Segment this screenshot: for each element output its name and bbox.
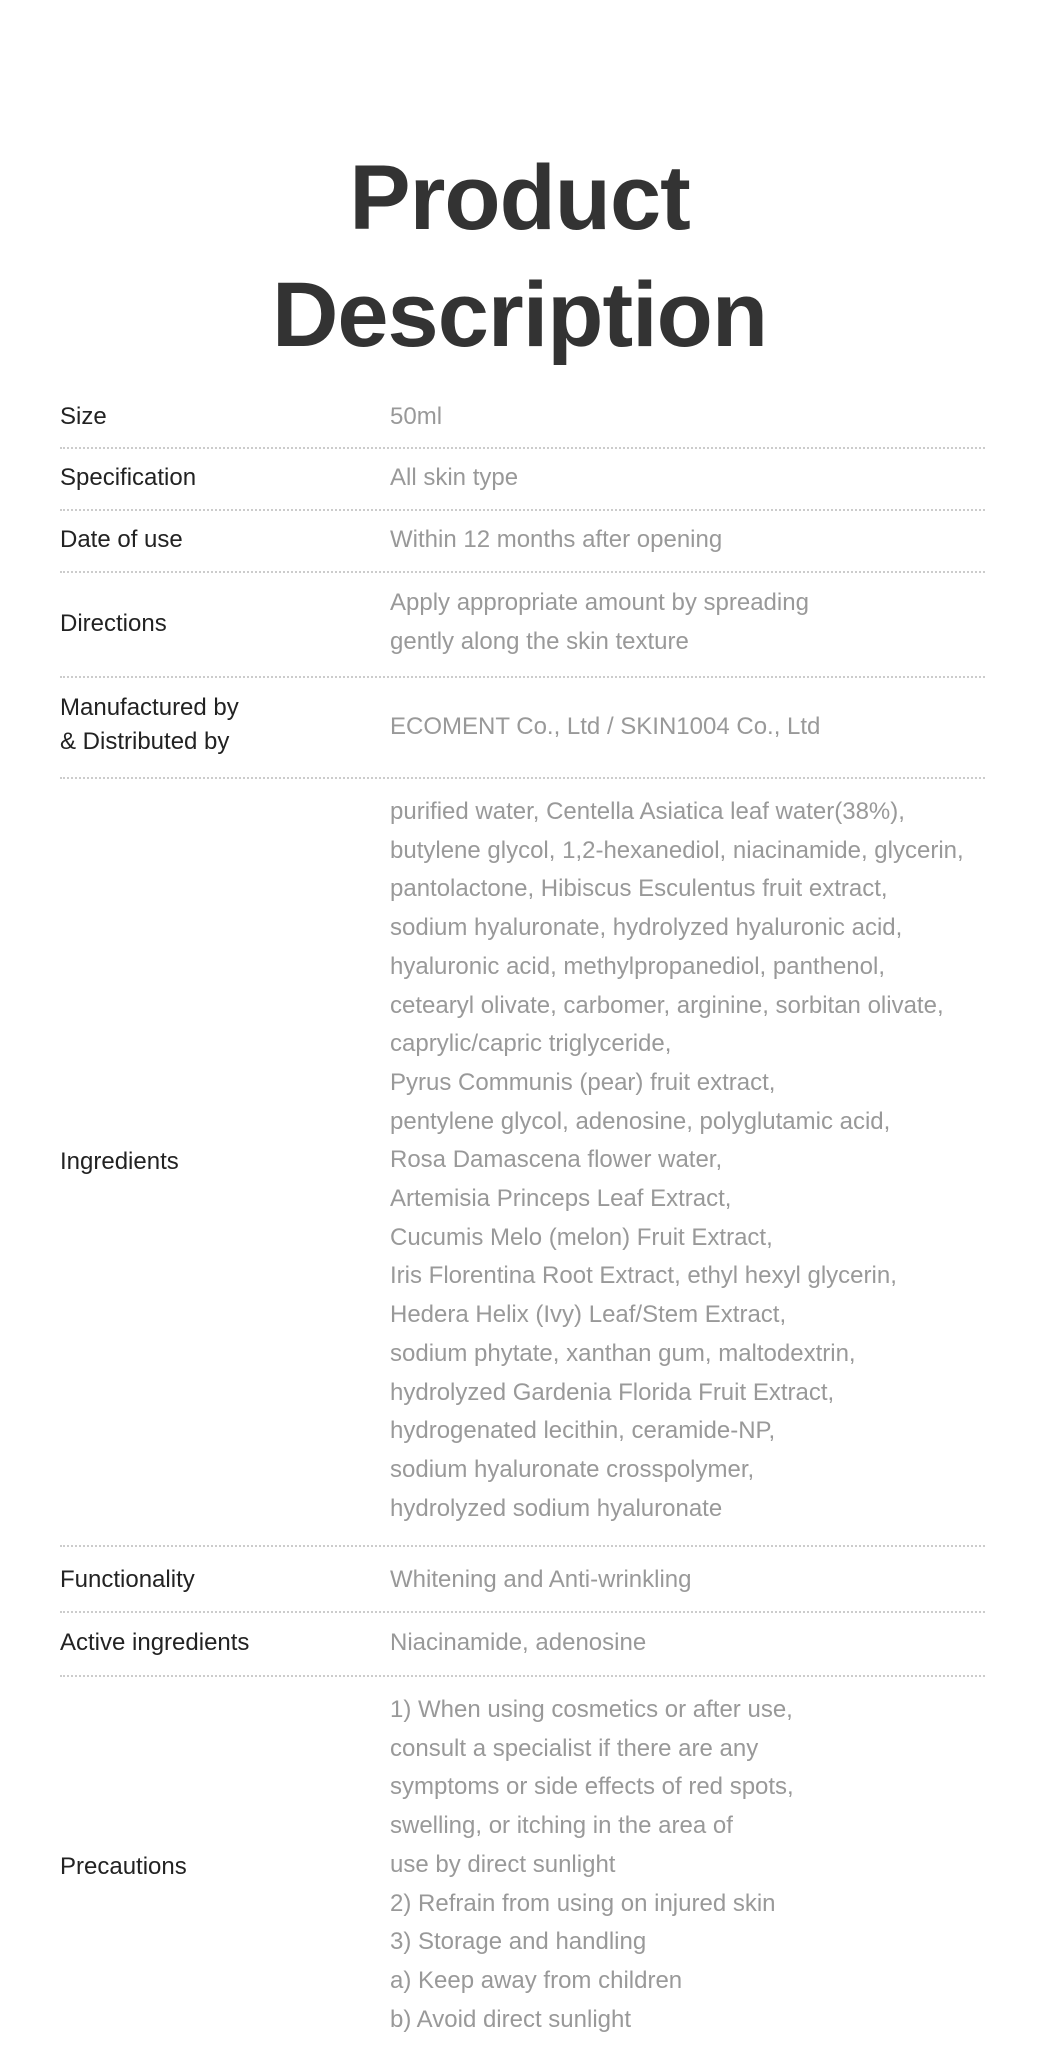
value-line: symptoms or side effects of red spots, bbox=[390, 1773, 794, 1801]
value-line: Hedera Helix (Ivy) Leaf/Stem Extract, bbox=[390, 1301, 787, 1329]
value-line: swelling, or itching in the area of bbox=[390, 1812, 733, 1840]
row-label bbox=[60, 691, 239, 759]
value-line: purified water, Centella Asiatica leaf water(38%), bbox=[390, 798, 905, 825]
row-label: Ingredients bbox=[60, 1148, 179, 1175]
dotted-divider bbox=[60, 777, 985, 779]
value-line: sodium phytate, xanthan gum, maltodextrin, bbox=[390, 1339, 856, 1367]
precautions-list bbox=[390, 1691, 794, 2039]
value-line: Cucumis Melo (melon) Fruit Extract, bbox=[390, 1223, 773, 1251]
value-line: hydrogenated lecithin, ceramide-NP, bbox=[390, 1417, 776, 1445]
label-line: & Distributed by bbox=[60, 728, 230, 755]
row-label: Specification bbox=[60, 464, 197, 491]
title-line-2: Description bbox=[271, 264, 768, 366]
row-label: Precautions bbox=[60, 1853, 187, 1880]
title-line-1: Product bbox=[349, 147, 690, 249]
value-line: 3) Storage and handling bbox=[390, 1928, 647, 1956]
value-line: Iris Florentina Root Extract, ethyl hexyl glycerin, bbox=[390, 1262, 897, 1290]
value-line: Pyrus Communis (pear) fruit extract, bbox=[390, 1068, 776, 1096]
label-line: Manufactured by bbox=[60, 694, 239, 721]
dotted-divider bbox=[60, 676, 985, 678]
page-title bbox=[0, 140, 1039, 374]
value-line: b) Avoid direct sunlight bbox=[390, 2005, 632, 2033]
value-line: cetearyl olivate, carbomer, arginine, sorbitan olivate, bbox=[390, 991, 944, 1019]
value-line: Rosa Damascena flower water, bbox=[390, 1146, 723, 1174]
row-value: Within 12 months after opening bbox=[390, 526, 723, 553]
row-label: Date of use bbox=[60, 526, 183, 553]
dotted-divider bbox=[60, 1611, 985, 1613]
row-value: Whitening and Anti-wrinkling bbox=[390, 1566, 692, 1593]
value-line: pentylene glycol, adenosine, polyglutamic acid, bbox=[390, 1107, 891, 1135]
dotted-divider bbox=[60, 571, 985, 573]
row-value bbox=[390, 584, 809, 661]
value-line: butylene glycol, 1,2-hexanediol, niacinamide, glycerin, bbox=[390, 836, 964, 864]
value-line: gently along the skin texture bbox=[390, 627, 689, 655]
value-line: use by direct sunlight bbox=[390, 1850, 616, 1878]
value-line: 1) When using cosmetics or after use, bbox=[390, 1696, 793, 1723]
value-line: 2) Refrain from using on injured skin bbox=[390, 1889, 776, 1917]
row-label: Size bbox=[60, 403, 107, 430]
value-line: pantolactone, Hibiscus Esculentus fruit extract, bbox=[390, 875, 888, 903]
row-value: Niacinamide, adenosine bbox=[390, 1629, 647, 1656]
value-line: consult a specialist if there are any bbox=[390, 1734, 759, 1762]
value-line: a) Keep away from children bbox=[390, 1966, 683, 1994]
value-line: Apply appropriate amount by spreading bbox=[390, 589, 809, 616]
row-label: Active ingredients bbox=[60, 1629, 250, 1656]
value-line: hyaluronic acid, methylpropanediol, panthenol, bbox=[390, 952, 885, 980]
value-line: hydrolyzed Gardenia Florida Fruit Extract, bbox=[390, 1378, 835, 1406]
dotted-divider bbox=[60, 447, 985, 449]
row-value: All skin type bbox=[390, 464, 519, 491]
value-line: caprylic/capric triglyceride, bbox=[390, 1030, 672, 1058]
value-line: Artemisia Princeps Leaf Extract, bbox=[390, 1185, 732, 1213]
dotted-divider bbox=[60, 1545, 985, 1547]
row-label: Functionality bbox=[60, 1566, 195, 1593]
row-value: 50ml bbox=[390, 403, 443, 430]
value-line: hydrolyzed sodium hyaluronate bbox=[390, 1494, 723, 1522]
dotted-divider bbox=[60, 509, 985, 511]
value-line: sodium hyaluronate, hydrolyzed hyaluronic acid, bbox=[390, 914, 903, 942]
value-line: sodium hyaluronate crosspolymer, bbox=[390, 1455, 755, 1483]
dotted-divider bbox=[60, 1675, 985, 1677]
row-label: Directions bbox=[60, 610, 167, 637]
row-value: ECOMENT Co., Ltd / SKIN1004 Co., Ltd bbox=[390, 713, 821, 740]
ingredients-list bbox=[390, 793, 964, 1528]
